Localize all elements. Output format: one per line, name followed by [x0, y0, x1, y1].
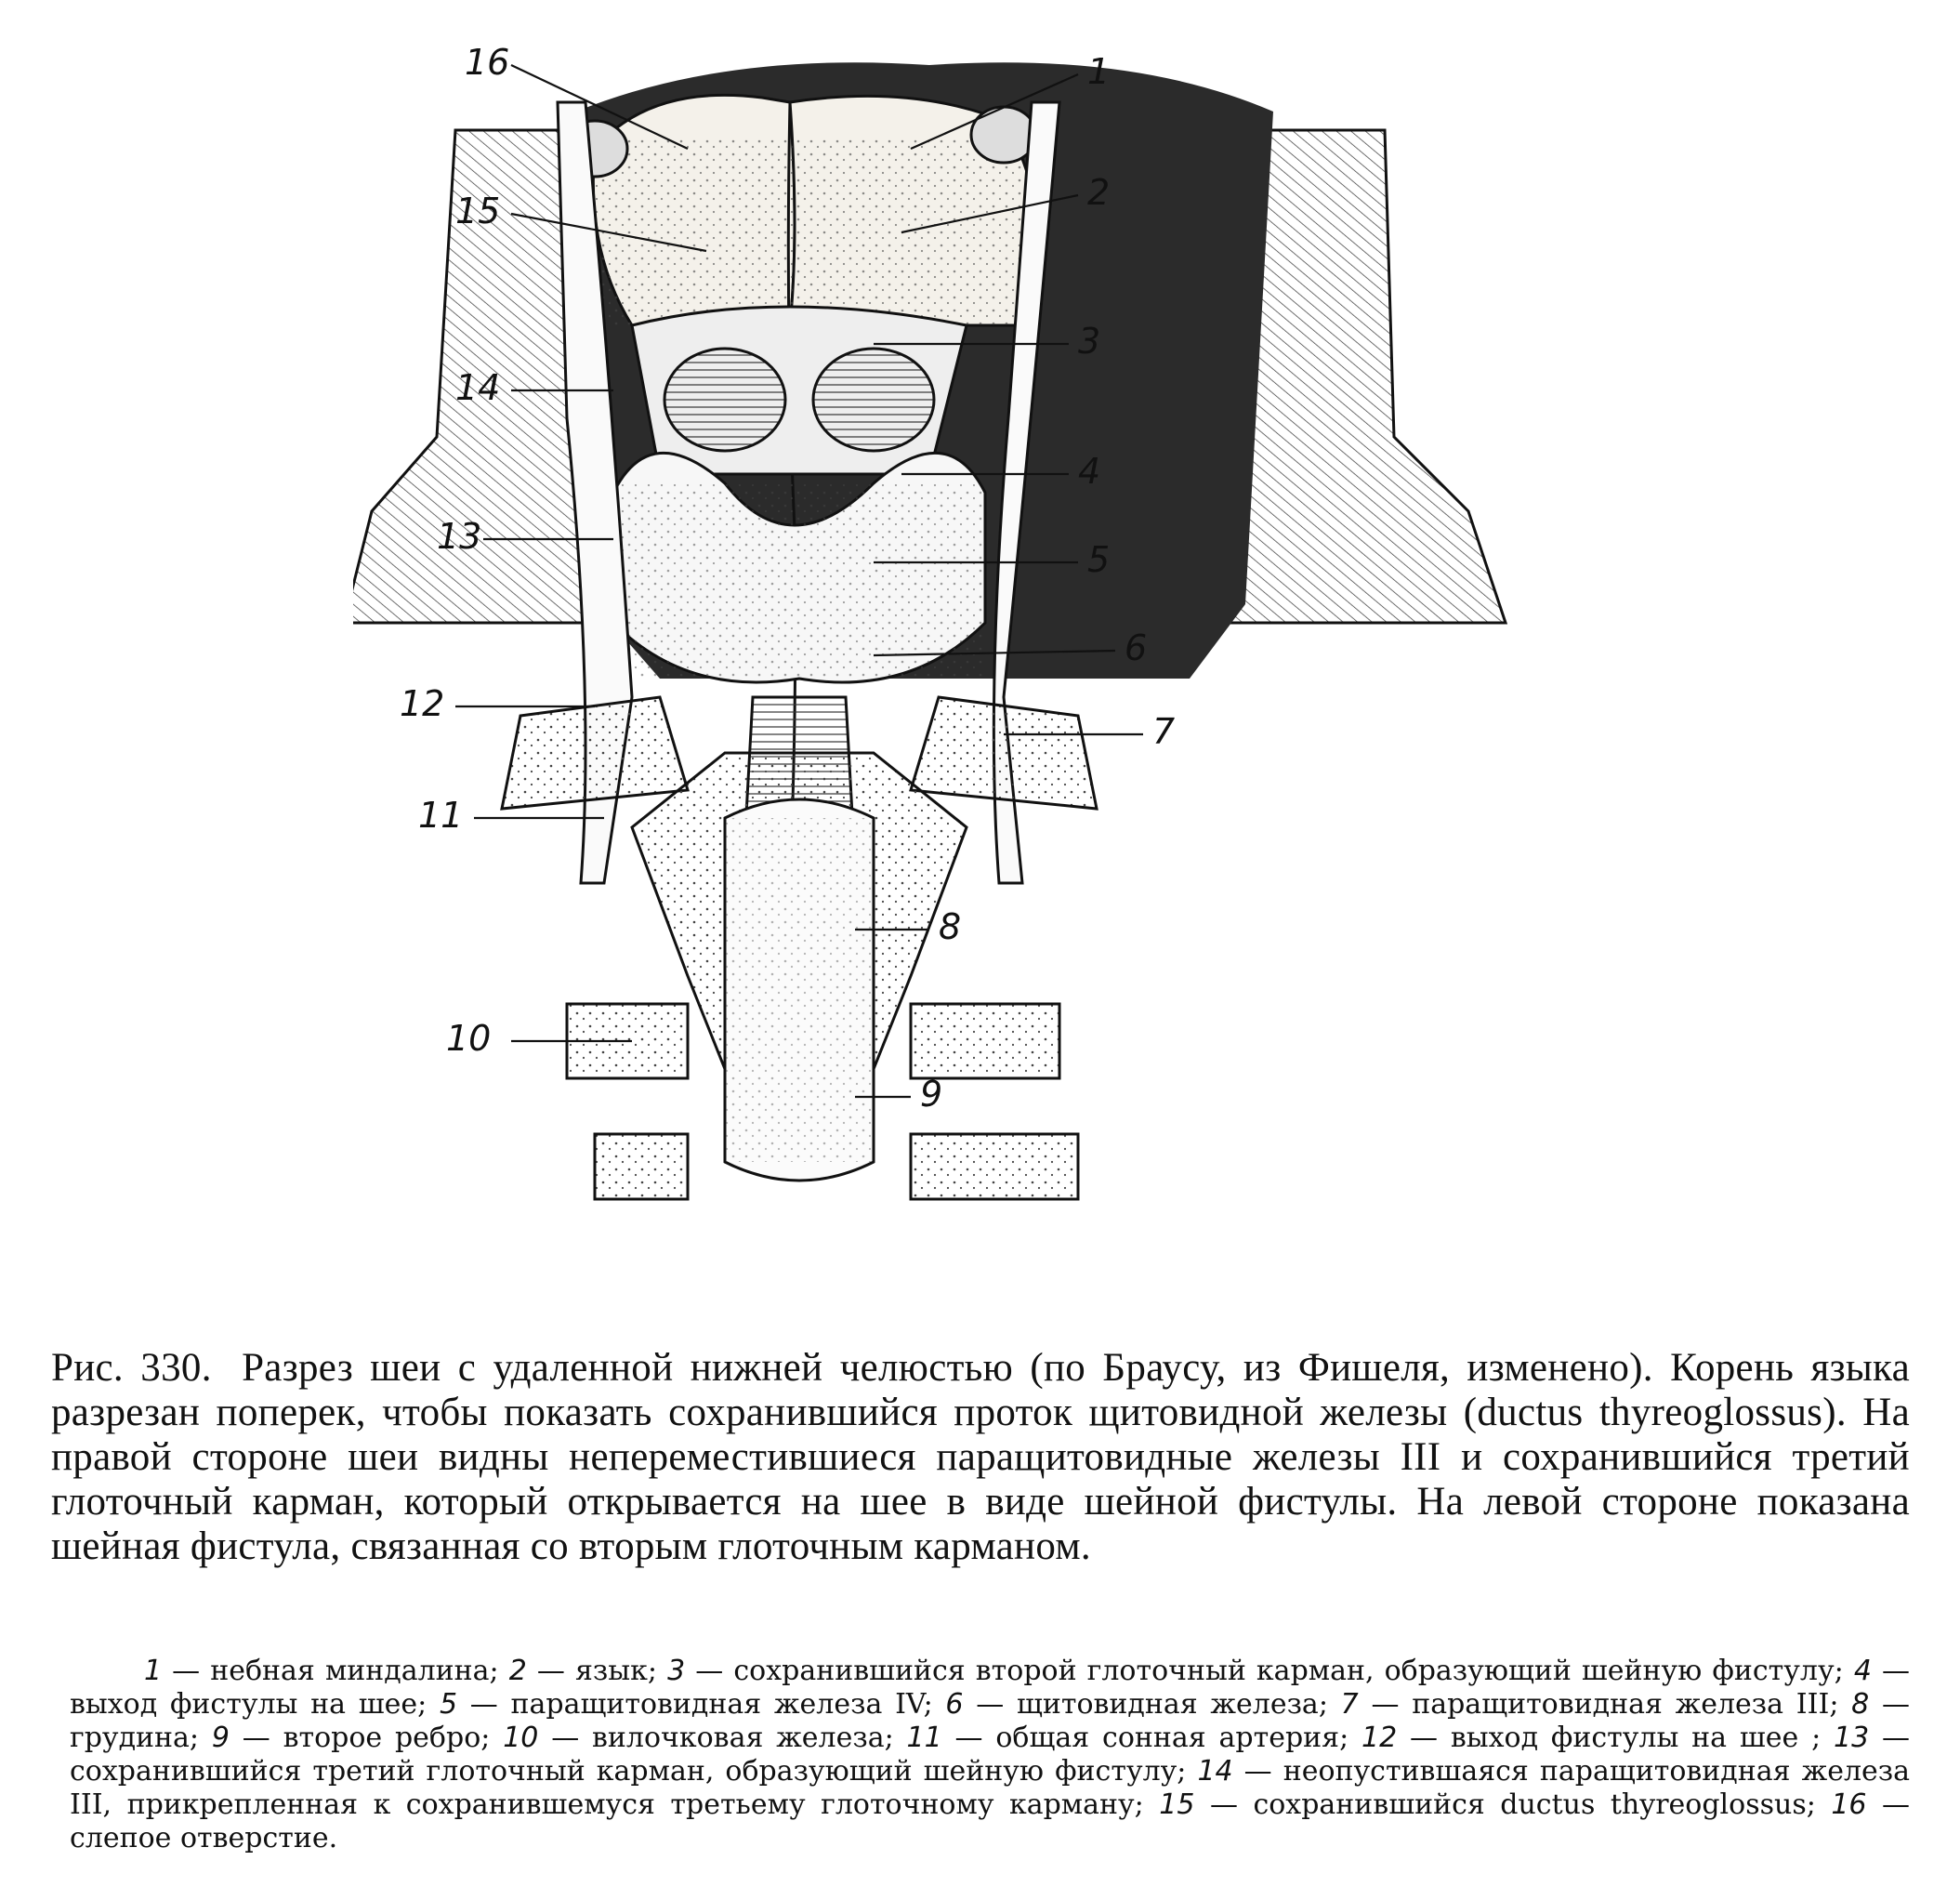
legend-text: — слепое отверстие. — [70, 1788, 1911, 1854]
label-4: 4 — [1078, 451, 1101, 492]
legend-number: 4 — [1853, 1655, 1872, 1687]
legend-number: 13 — [1834, 1722, 1870, 1754]
legend-number: 10 — [503, 1722, 539, 1754]
legend-text: — грудина; — [70, 1688, 1910, 1754]
anatomical-illustration — [353, 46, 1673, 1348]
legend-text: — общая сонная артерия; — [941, 1722, 1361, 1754]
legend-number: 5 — [439, 1688, 458, 1721]
label-5: 5 — [1087, 539, 1111, 580]
legend-text: — щитовидная железа; — [963, 1688, 1341, 1721]
figure-legend — [70, 1655, 1910, 1855]
label-9: 9 — [920, 1074, 943, 1115]
legend-number: 11 — [906, 1722, 942, 1754]
label-14: 14 — [455, 367, 501, 408]
legend-text: — второе ребро; — [229, 1722, 504, 1754]
legend-text: — сохранившийся второй глоточный карман, образующий шейную фистулу; — [685, 1655, 1854, 1687]
legend-number: 15 — [1159, 1788, 1195, 1821]
legend-number: 8 — [1851, 1688, 1870, 1721]
legend-text: — выход фистулы на шее ; — [1397, 1722, 1834, 1754]
clavicle-right — [911, 697, 1097, 809]
legend-item — [509, 1655, 667, 1687]
legend-text: — неопустившаяся паращитовидная железа III, прикрепленная к сохранившемуся третьему глоточному карману; — [70, 1755, 1911, 1821]
label-12: 12 — [400, 683, 445, 724]
legend-number: 3 — [667, 1655, 686, 1687]
caption-text: Разрез шеи с удаленной нижней челюстью (по Браусу, из Фишеля, изменено). Корень языка разрезан поперек, чтобы показать сохранившийся проток щитовидной железы (ductus thyreoglossus). На правой стороне шеи видны непереместившиеся паращитовидные железы III и сохранившийся третий глоточный карман, который открывается на шее в виде шейной фистулы. На левой стороне показана шейная фистула, связанная со вторым глоточным карманом. — [51, 1346, 1910, 1568]
legend-number: 14 — [1197, 1755, 1233, 1788]
figure-caption — [51, 1346, 1910, 1569]
legend-item — [144, 1655, 509, 1687]
figure-number: Рис. 330. — [51, 1346, 212, 1390]
rib-left-2 — [595, 1134, 688, 1199]
label-15: 15 — [455, 191, 501, 231]
legend-number: 1 — [144, 1655, 163, 1687]
legend-number: 6 — [945, 1688, 964, 1721]
label-13: 13 — [437, 516, 482, 557]
label-1: 1 — [1087, 51, 1111, 92]
legend-text: — паращитовидная железа IV; — [457, 1688, 946, 1721]
label-3: 3 — [1078, 321, 1101, 362]
legend-item — [440, 1688, 945, 1721]
label-6: 6 — [1125, 627, 1148, 668]
legend-item — [945, 1688, 1340, 1721]
rib-right-1 — [911, 1004, 1059, 1078]
legend-text: — вилочковая железа; — [538, 1722, 907, 1754]
label-11: 11 — [418, 795, 464, 836]
legend-item — [667, 1655, 1854, 1687]
legend-item — [1159, 1788, 1831, 1821]
legend-text: — небная миндалина; — [162, 1655, 509, 1687]
label-7: 7 — [1152, 711, 1176, 752]
label-2: 2 — [1087, 172, 1111, 213]
label-16: 16 — [465, 46, 510, 83]
legend-number: 9 — [211, 1722, 230, 1754]
legend-number: 2 — [508, 1655, 527, 1687]
label-8: 8 — [939, 906, 962, 947]
legend-text: — сохранившийся третий глоточный карман, образующий шейную фистулу; — [70, 1722, 1911, 1788]
legend-text: — паращитовидная железа III; — [1358, 1688, 1852, 1721]
legend-item — [503, 1722, 906, 1754]
clavicle-left — [502, 697, 688, 809]
legend-text: — язык; — [526, 1655, 668, 1687]
legend-item — [1361, 1722, 1834, 1754]
legend-text: — выход фистулы на шее; — [70, 1655, 1910, 1721]
legend-number: 7 — [1340, 1688, 1359, 1721]
legend-item — [1341, 1688, 1852, 1721]
legend-item — [907, 1722, 1361, 1754]
rib-right-2 — [911, 1134, 1078, 1199]
legend-item — [212, 1722, 503, 1754]
label-10: 10 — [446, 1018, 492, 1059]
legend-number: 12 — [1361, 1722, 1398, 1754]
legend-number: 16 — [1831, 1788, 1867, 1821]
legend-text: — сохранившийся ductus thyreoglossus; — [1194, 1788, 1832, 1821]
